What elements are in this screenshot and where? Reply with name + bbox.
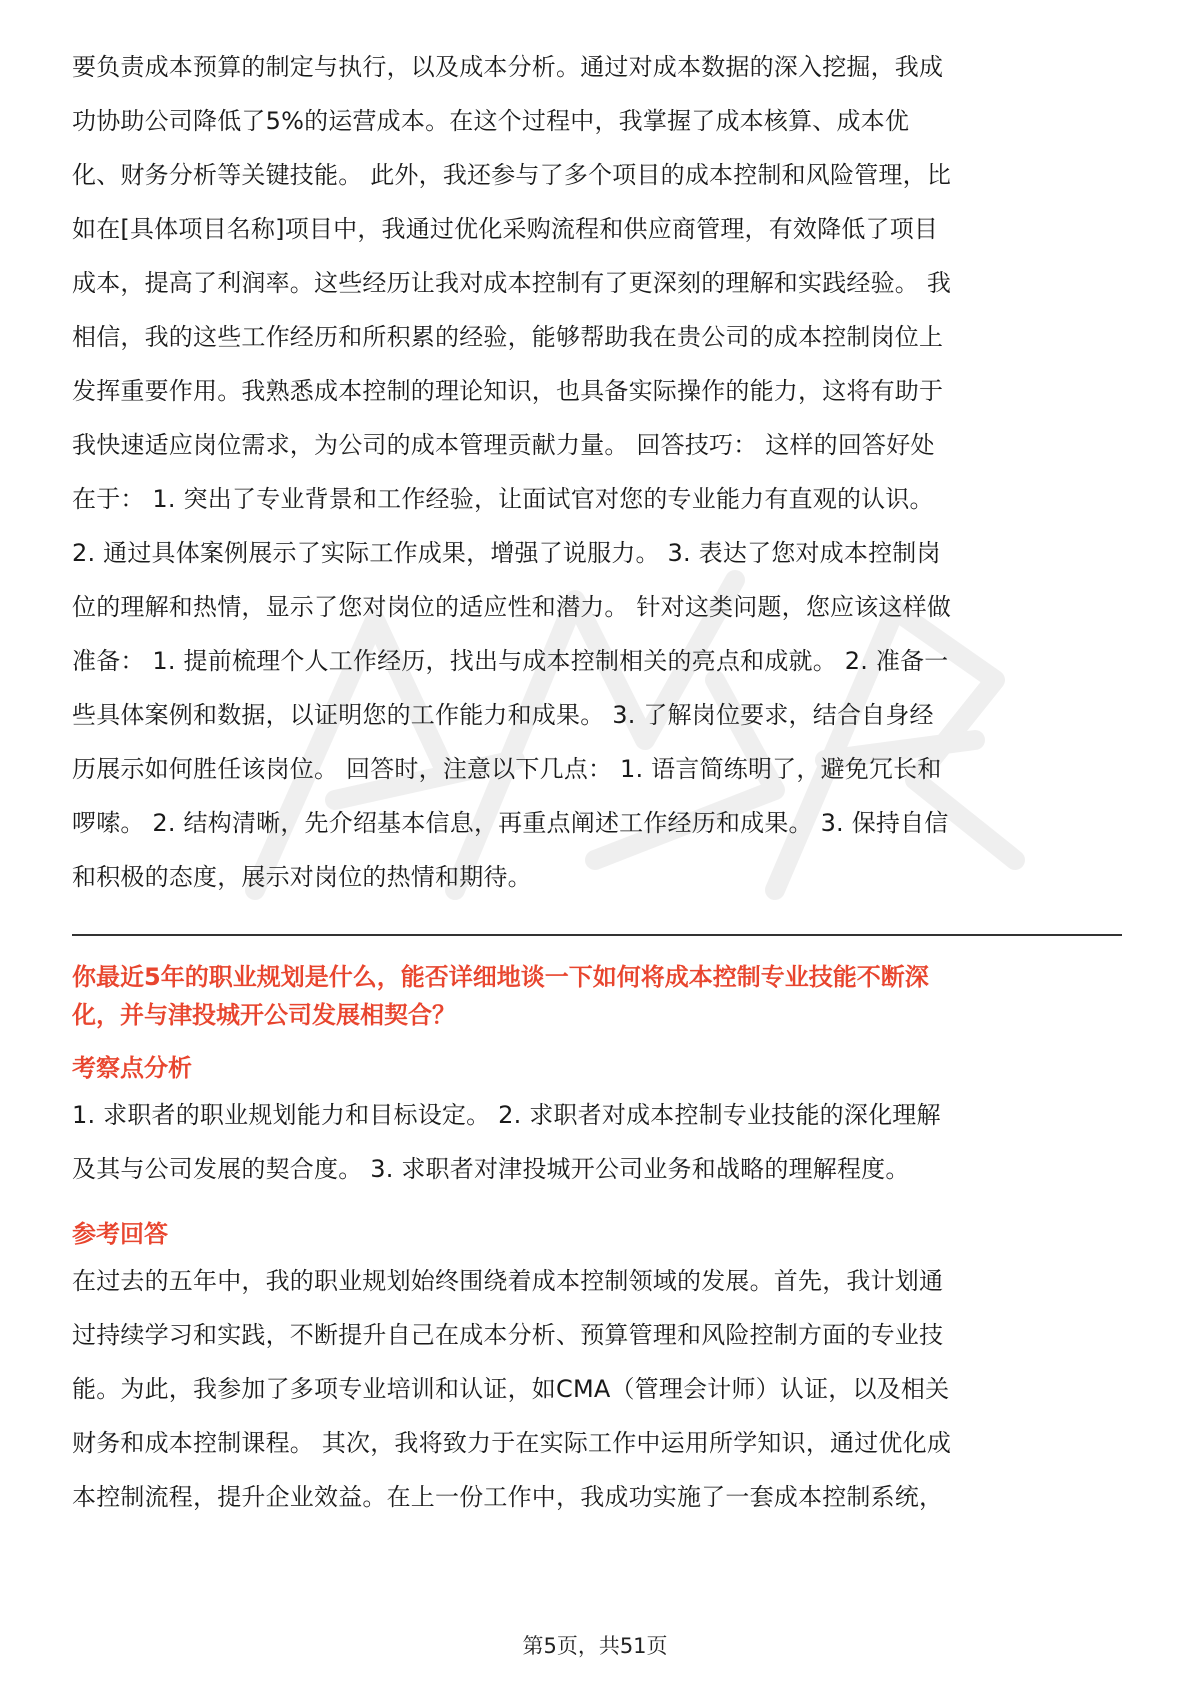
page-number: 第5页，共51页: [522, 1634, 668, 1658]
text-line: 财务和成本控制课程。 其次，我将致力于在实际工作中运用所学知识，通过优化成: [72, 1429, 952, 1457]
text-line: 我快速适应岗位需求，为公司的成本管理贡献力量。 回答技巧： 这样的回答好处: [72, 431, 935, 459]
answer-paragraph: [72, 1254, 1122, 1524]
main-content: [72, 40, 1122, 1524]
text-line: 在于： 1. 突出了专业背景和工作经验，让面试官对您的专业能力有直观的认识。: [72, 485, 934, 513]
text-line: 功协助公司降低了5%的运营成本。在这个过程中，我掌握了成本核算、成本优: [72, 107, 910, 135]
text-line: 成本，提高了利润率。这些经历让我对成本控制有了更深刻的理解和实践经验。 我: [72, 269, 952, 297]
text-line: 发挥重要作用。我熟悉成本控制的理论知识，也具备实际操作的能力，这将有助于: [72, 377, 944, 405]
analysis-heading: 考察点分析: [72, 1054, 192, 1082]
text-line: 准备： 1. 提前梳理个人工作经历，找出与成本控制相关的亮点和成就。 2. 准备一: [72, 647, 949, 675]
text-line: 如在[具体项目名称]项目中，我通过优化采购流程和供应商管理，有效降低了项目: [72, 215, 939, 243]
text-line: 化、财务分析等关键技能。 此外，我还参与了多个项目的成本控制和风险管理，比: [72, 161, 952, 189]
section-divider: [72, 934, 1122, 936]
question-line: 化，并与津投城开公司发展相契合？: [72, 1001, 456, 1029]
text-line: 啰嗦。 2. 结构清晰，先介绍基本信息，再重点阐述工作经历和成果。 3. 保持自信: [72, 809, 949, 837]
text-line: 些具体案例和数据，以证明您的工作能力和成果。 3. 了解岗位要求，结合自身经: [72, 701, 934, 729]
text-line: 在过去的五年中，我的职业规划始终围绕着成本控制领域的发展。首先，我计划通: [72, 1267, 944, 1295]
text-line: 2. 通过具体案例展示了实际工作成果，增强了说服力。 3. 表达了您对成本控制岗: [72, 539, 941, 567]
analysis-paragraph: [72, 1088, 1122, 1196]
text-line: 本控制流程，提升企业效益。在上一份工作中，我成功实施了一套成本控制系统，: [72, 1483, 944, 1511]
text-line: 相信，我的这些工作经历和所积累的经验，能够帮助我在贵公司的成本控制岗位上: [72, 323, 944, 351]
interview-question: [72, 958, 1122, 1034]
question-line: 你最近5年的职业规划是什么，能否详细地谈一下如何将成本控制专业技能不断深: [72, 963, 929, 991]
text-line: 历展示如何胜任该岗位。 回答时，注意以下几点： 1. 语言简练明了，避免冗长和: [72, 755, 942, 783]
text-line: 1. 求职者的职业规划能力和目标设定。 2. 求职者对成本控制专业技能的深化理解: [72, 1101, 941, 1129]
text-line: 和积极的态度，展示对岗位的热情和期待。: [72, 863, 532, 891]
text-line: 及其与公司发展的契合度。 3. 求职者对津投城开公司业务和战略的理解程度。: [72, 1155, 910, 1183]
text-line: 位的理解和热情，显示了您对岗位的适应性和潜力。 针对这类问题，您应该这样做: [72, 593, 952, 621]
intro-paragraph: [72, 40, 1122, 904]
text-line: 要负责成本预算的制定与执行，以及成本分析。通过对成本数据的深入挖掘，我成: [72, 53, 944, 81]
text-line: 过持续学习和实践，不断提升自己在成本分析、预算管理和风险控制方面的专业技: [72, 1321, 944, 1349]
text-line: 能。为此，我参加了多项专业培训和认证，如CMA（管理会计师）认证，以及相关: [72, 1375, 950, 1403]
answer-heading: 参考回答: [72, 1220, 168, 1248]
